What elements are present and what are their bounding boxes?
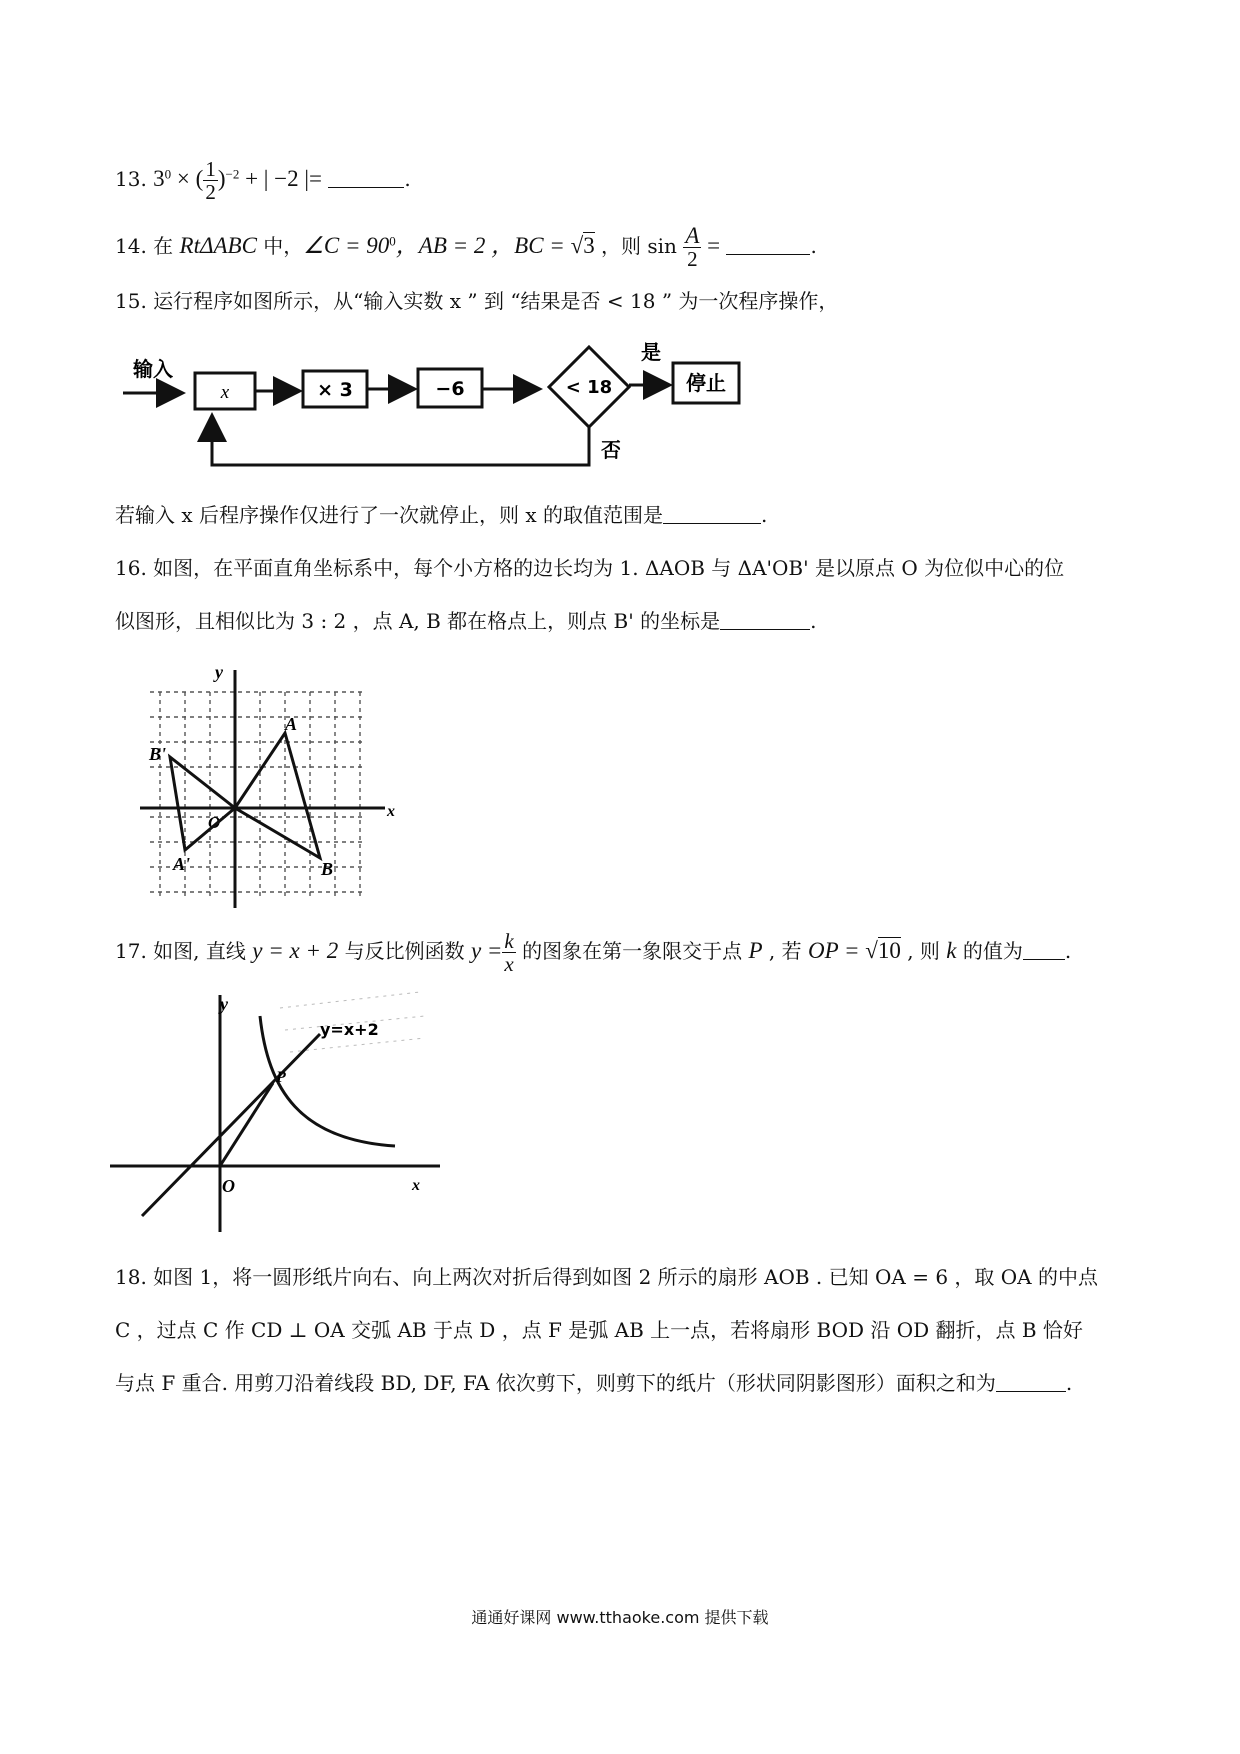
question-18-line3: 与点 F 重合. 用剪刀沿着线段 BD, DF, FA 依次剪下，则剪下的纸片（形状同阴影图形）面积之和为 . [115, 1371, 1073, 1395]
svg-text:× 3: × 3 [317, 379, 353, 401]
svg-text:停止: 停止 [686, 371, 726, 395]
sqrt-sign: √ [570, 233, 584, 258]
question-14: 14. 在 RtΔABC 中，∠C = $90^0$，AB = 2 ，BC = √3 ，则 sin $\frac{A}{2}$ = . [115, 223, 817, 271]
point-B2-label: B' [149, 744, 167, 764]
question-13: 13. $3^0$ × ( $\frac{1}{2}$ )$^{-2}$ + | −2 |= . [115, 157, 411, 204]
point-P-label: P [276, 1069, 286, 1086]
segment-OP [220, 1083, 273, 1166]
q14-fraction: $\frac{A}{2}$ [685, 223, 700, 271]
question-15: 15. 运行程序如图所示，从“输入实数 x ” 到 “结果是否 < 18 ” 为一次程序操作， [115, 289, 839, 313]
flow-input-label: 输入 [133, 357, 173, 381]
sqrt-sign: √ [865, 938, 878, 963]
flow-no-label: 否 [601, 438, 621, 462]
x-axis-label: x [412, 1177, 420, 1194]
point-A-label: A [285, 714, 298, 734]
triangle-AOB [235, 733, 320, 858]
flow-yes-label: 是 [641, 340, 661, 364]
origin-label: O [208, 813, 221, 832]
coordinate-grid-figure [135, 660, 420, 915]
q13-fraction: $\frac{1}{2}$ [205, 157, 216, 204]
y-axis-label: y [215, 662, 223, 682]
question-16-line1: 16. 如图，在平面直角坐标系中，每个小方格的边长均为 1. ΔAOB 与 ΔA'OB' 是以原点 O 为位似中心的位 [115, 556, 1065, 580]
point-A2-label: A' [173, 854, 191, 874]
q16-answer-blank[interactable] [720, 609, 810, 630]
q18-answer-blank[interactable] [996, 1371, 1066, 1392]
point-B-label: B [321, 859, 334, 879]
q15-answer-blank[interactable] [663, 503, 761, 524]
triangle-A2OB2 [170, 757, 235, 850]
page-footer: 通通好课网 www.tthaoke.com 提供下载 [471, 1608, 769, 1627]
flowchart-figure [115, 335, 855, 470]
origin-label: O [222, 1176, 235, 1196]
x-axis-label: x [387, 803, 395, 820]
q17-answer-blank[interactable] [1023, 939, 1065, 960]
question-16-line2: 似图形，且相似比为 3 : 2 ，点 A, B 都在格点上，则点 B' 的坐标是 . [115, 609, 817, 633]
line-equation-label: y=x+2 [320, 1020, 379, 1039]
q14-answer-blank[interactable] [726, 234, 810, 255]
question-18-line2: C ，过点 C 作 CD ⊥ OA 交弧 AB 于点 D ，点 F 是弧 AB 上一点，若将扇形 BOD 沿 OD 翻折，点 B 恰好 [115, 1318, 1083, 1342]
flow-loop-back-arrow [212, 415, 589, 465]
question-18-line1: 18. 如图 1，将一圆形纸片向右、向上两次对折后得到如图 2 所示的扇形 AOB . 已知 OA = 6 ，取 OA 的中点 [115, 1265, 1098, 1289]
q13-number: 13. [115, 167, 147, 191]
q17-fraction: $\frac{k}{x}$ [504, 929, 514, 976]
svg-text:< 18: < 18 [565, 377, 613, 398]
q13-answer-blank[interactable] [328, 167, 404, 188]
question-15-continued: 若输入 x 后程序操作仅进行了一次就停止，则 x 的取值范围是 . [115, 503, 768, 527]
question-17: 17. 如图, 直线 y = x + 2 与反比例函数 y = $\frac{k}{x}$ 的图象在第一象限交于点 P , 若 OP = √10 , 则 k 的值为 . [115, 929, 1072, 976]
y-axis-label: y [220, 994, 228, 1014]
function-graph-figure [110, 980, 450, 1235]
svg-text:−6: −6 [435, 378, 465, 400]
svg-text:x: x [220, 382, 230, 403]
